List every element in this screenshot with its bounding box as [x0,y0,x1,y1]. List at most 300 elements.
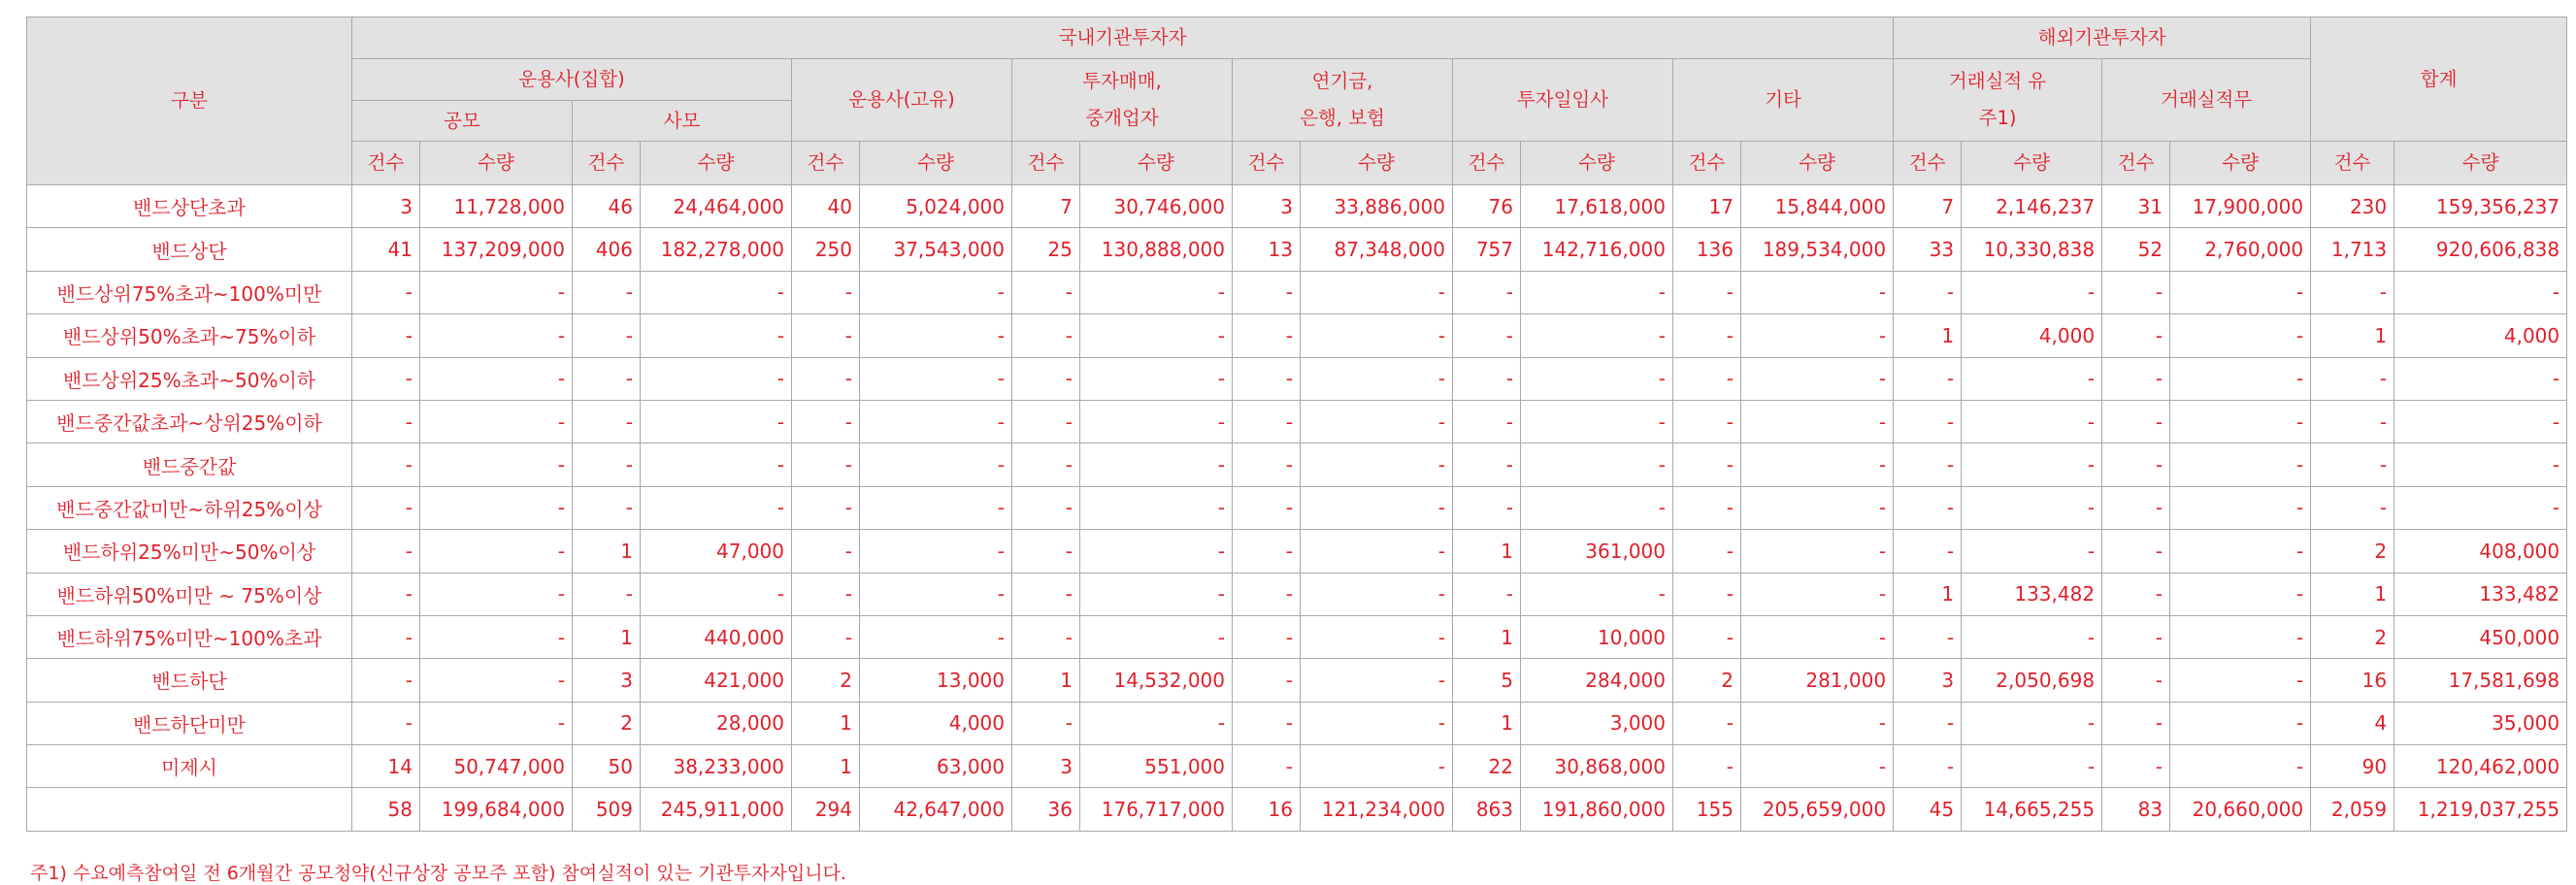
quantity-cell: - [1741,400,1894,442]
count-cell: - [573,573,641,615]
quantity-cell: 47,000 [641,530,792,573]
quantity-header: 수량 [1962,142,2102,185]
quantity-cell: - [641,400,792,442]
count-cell: - [1233,530,1301,573]
quantity-cell: - [1301,615,1453,658]
quantity-cell: 14,665,255 [1962,788,2102,831]
quantity-cell: 205,659,000 [1741,788,1894,831]
count-cell: - [573,400,641,442]
quantity-cell: - [2170,702,2311,744]
quantity-cell: - [1080,573,1233,615]
quantity-cell: - [1301,400,1453,442]
quantity-cell: - [1301,271,1453,313]
quantity-cell: 4,000 [2394,314,2567,357]
quantity-cell: 130,888,000 [1080,228,1233,271]
with-history-header: 거래실적 유 주1) [1894,59,2102,142]
quantity-cell: - [1962,486,2102,529]
count-cell: 41 [352,228,420,271]
count-cell: - [2102,314,2170,357]
quantity-cell: - [860,573,1012,615]
count-cell: 16 [2311,659,2394,702]
asset-mgmt-group-header: 운용사(집합) [352,59,792,101]
quantity-cell: - [641,314,792,357]
count-cell: 7 [1012,185,1080,228]
table-row [27,443,2567,486]
quantity-cell: 37,543,000 [860,228,1012,271]
quantity-cell: - [1301,659,1453,702]
count-cell: - [792,573,860,615]
count-cell: - [352,615,420,658]
count-cell: - [792,400,860,442]
quantity-cell: - [2170,486,2311,529]
footnote: 주1) 수요예측참여일 전 6개월간 공모청약(신규상장 공모주 포함) 참여실적이 있는 기관투자자입니다. [30,863,846,884]
count-quantity-header-row [27,142,2567,185]
quantity-cell: - [420,486,573,529]
table-row [27,185,2567,228]
count-cell: 46 [573,185,641,228]
row-label: 밴드하위75%미만~100%초과 [27,615,352,658]
count-cell: - [1894,400,1962,442]
quantity-cell: 28,000 [641,702,792,744]
count-cell: 36 [1012,788,1080,831]
domestic-investors-header: 국내기관투자자 [352,17,1894,59]
quantity-cell: - [1962,745,2102,788]
count-cell: - [2102,615,2170,658]
quantity-cell: 10,000 [1521,615,1673,658]
quantity-header: 수량 [1080,142,1233,185]
table-body [27,185,2567,832]
count-cell: - [1673,530,1741,573]
quantity-cell: - [860,314,1012,357]
quantity-cell: - [2170,400,2311,442]
quantity-cell: - [1080,400,1233,442]
count-cell: - [2311,443,2394,486]
count-cell: 2 [2311,530,2394,573]
count-cell: 2 [573,702,641,744]
quantity-cell: - [420,530,573,573]
table-row [27,228,2567,271]
quantity-cell: - [1080,443,1233,486]
quantity-cell: - [1962,615,2102,658]
quantity-cell: 15,844,000 [1741,185,1894,228]
count-header: 건수 [1012,142,1080,185]
count-cell: 1 [792,745,860,788]
count-cell: 1 [573,615,641,658]
quantity-cell: - [420,702,573,744]
count-cell: 17 [1673,185,1741,228]
quantity-cell: 421,000 [641,659,792,702]
count-cell: - [1453,573,1521,615]
quantity-cell: - [1962,357,2102,400]
count-cell: - [1233,573,1301,615]
count-cell: 2 [1673,659,1741,702]
quantity-cell: 35,000 [2394,702,2567,744]
quantity-cell: - [641,271,792,313]
table-row [27,400,2567,442]
quantity-cell: 245,911,000 [641,788,792,831]
count-cell: 40 [792,185,860,228]
quantity-cell: 284,000 [1521,659,1673,702]
quantity-cell: 24,464,000 [641,185,792,228]
count-cell: 3 [1233,185,1301,228]
count-cell: - [1673,357,1741,400]
quantity-header: 수량 [1301,142,1453,185]
count-cell: 3 [1012,745,1080,788]
quantity-cell: 4,000 [1962,314,2102,357]
quantity-cell: 199,684,000 [420,788,573,831]
quantity-cell: - [1301,573,1453,615]
count-cell: - [792,615,860,658]
quantity-cell: 182,278,000 [641,228,792,271]
quantity-cell: - [1741,486,1894,529]
row-label: 밴드하단 [27,659,352,702]
count-cell: - [2102,573,2170,615]
count-cell: - [1453,271,1521,313]
quantity-header: 수량 [860,142,1012,185]
count-cell: 863 [1453,788,1521,831]
table-row [27,702,2567,744]
quantity-cell: - [2170,573,2311,615]
count-cell: - [352,659,420,702]
quantity-cell: - [860,443,1012,486]
count-cell: - [573,443,641,486]
count-cell: - [573,271,641,313]
quantity-cell: 133,482 [2394,573,2567,615]
count-cell: 1 [2311,314,2394,357]
row-label: 밴드중간값미만~하위25%이상 [27,486,352,529]
count-cell: - [2102,443,2170,486]
quantity-cell: - [641,357,792,400]
count-cell: 1 [573,530,641,573]
count-cell: - [1673,702,1741,744]
count-cell: 22 [1453,745,1521,788]
count-cell: 45 [1894,788,1962,831]
discretionary-header: 투자일임사 [1453,59,1673,142]
quantity-cell: - [2170,271,2311,313]
quantity-cell: - [1301,702,1453,744]
count-cell: - [352,271,420,313]
quantity-cell: 30,746,000 [1080,185,1233,228]
quantity-cell: - [2170,615,2311,658]
count-cell: - [792,357,860,400]
table-row [27,659,2567,702]
quantity-cell: - [1741,357,1894,400]
quantity-cell: - [1962,443,2102,486]
count-cell: - [1012,573,1080,615]
quantity-cell: - [1741,573,1894,615]
quantity-cell: 2,050,698 [1962,659,2102,702]
quantity-cell: 87,348,000 [1301,228,1453,271]
count-cell: 136 [1673,228,1741,271]
count-cell: 1 [1453,615,1521,658]
count-cell: - [352,400,420,442]
count-cell: - [1673,615,1741,658]
quantity-cell: 440,000 [641,615,792,658]
count-header: 건수 [573,142,641,185]
count-cell: 1 [1453,702,1521,744]
quantity-cell: - [420,615,573,658]
quantity-cell: 17,900,000 [2170,185,2311,228]
count-cell: - [1012,443,1080,486]
quantity-cell: - [860,486,1012,529]
count-cell: 52 [2102,228,2170,271]
quantity-cell: - [2394,357,2567,400]
count-cell: 1 [792,702,860,744]
count-cell: - [1673,443,1741,486]
quantity-cell: 14,532,000 [1080,659,1233,702]
count-cell: - [1453,486,1521,529]
quantity-cell: 281,000 [1741,659,1894,702]
quantity-cell: - [2170,357,2311,400]
count-cell: 16 [1233,788,1301,831]
row-label: 밴드상위75%초과~100%미만 [27,271,352,313]
quantity-cell: - [641,573,792,615]
count-header: 건수 [1894,142,1962,185]
quantity-header: 수량 [2394,142,2567,185]
count-cell: 1 [1012,659,1080,702]
quantity-cell: 408,000 [2394,530,2567,573]
count-cell: - [1894,615,1962,658]
count-cell: 1 [2311,573,2394,615]
table-row [27,357,2567,400]
row-label: 밴드상위50%초과~75%이하 [27,314,352,357]
quantity-header: 수량 [1521,142,1673,185]
quantity-cell: - [1301,314,1453,357]
count-cell: 230 [2311,185,2394,228]
table-row [27,486,2567,529]
table-row [27,788,2567,831]
quantity-cell: - [420,400,573,442]
table-row [27,745,2567,788]
count-cell: - [792,443,860,486]
count-cell: - [1233,486,1301,529]
count-cell: 33 [1894,228,1962,271]
count-cell: - [792,530,860,573]
count-cell: - [1453,400,1521,442]
quantity-cell: - [1962,702,2102,744]
count-cell: - [1012,400,1080,442]
count-cell: 3 [573,659,641,702]
count-header: 건수 [1453,142,1521,185]
count-cell: 25 [1012,228,1080,271]
count-cell: 90 [2311,745,2394,788]
count-cell: 83 [2102,788,2170,831]
count-cell: - [2311,271,2394,313]
count-header: 건수 [2102,142,2170,185]
count-cell: - [1012,357,1080,400]
quantity-cell: - [2394,486,2567,529]
count-cell: - [352,443,420,486]
quantity-cell: 30,868,000 [1521,745,1673,788]
count-cell: - [1453,314,1521,357]
row-label: 밴드상단 [27,228,352,271]
count-cell: - [352,357,420,400]
count-cell: 14 [352,745,420,788]
count-cell: - [352,573,420,615]
quantity-cell: - [1080,357,1233,400]
count-cell: - [352,486,420,529]
quantity-cell: 159,356,237 [2394,185,2567,228]
quantity-cell: - [1741,745,1894,788]
count-cell: - [2102,659,2170,702]
count-cell: 4 [2311,702,2394,744]
quantity-cell: - [860,530,1012,573]
row-label: 밴드하단미만 [27,702,352,744]
count-cell: 58 [352,788,420,831]
count-cell: - [1233,659,1301,702]
count-cell: - [1673,573,1741,615]
count-cell: 7 [1894,185,1962,228]
count-cell: 76 [1453,185,1521,228]
count-cell: 1 [1453,530,1521,573]
quantity-cell: - [1962,271,2102,313]
quantity-cell: - [860,615,1012,658]
row-label [27,788,352,831]
demand-forecast-table [26,16,2567,832]
quantity-cell: - [420,314,573,357]
quantity-cell: - [641,443,792,486]
quantity-cell: - [860,271,1012,313]
quantity-cell: - [1301,530,1453,573]
quantity-cell: - [1080,702,1233,744]
row-label: 밴드상위25%초과~50%이하 [27,357,352,400]
count-cell: - [1453,357,1521,400]
quantity-cell: - [1521,357,1673,400]
brokers-header: 투자매매, 중개업자 [1012,59,1233,142]
count-cell: 509 [573,788,641,831]
quantity-cell: 38,233,000 [641,745,792,788]
quantity-cell: 450,000 [2394,615,2567,658]
count-cell: - [1453,443,1521,486]
count-cell: - [1233,443,1301,486]
count-cell: 757 [1453,228,1521,271]
total-header: 합계 [2311,17,2567,142]
foreign-investors-header: 해외기관투자자 [1894,17,2311,59]
quantity-cell: - [420,573,573,615]
quantity-cell: - [2394,271,2567,313]
count-cell: - [573,357,641,400]
count-cell: - [2102,702,2170,744]
quantity-cell: - [420,443,573,486]
quantity-cell: - [1080,615,1233,658]
count-cell: - [1012,271,1080,313]
category-header: 구분 [27,17,352,185]
count-cell: - [1673,271,1741,313]
count-cell: - [2102,486,2170,529]
count-cell: 250 [792,228,860,271]
count-header: 건수 [1233,142,1301,185]
quantity-header: 수량 [641,142,792,185]
count-cell: - [1673,486,1741,529]
count-cell: 1,713 [2311,228,2394,271]
quantity-cell: - [2170,530,2311,573]
count-cell: - [2311,400,2394,442]
quantity-cell: 176,717,000 [1080,788,1233,831]
count-cell: - [1673,314,1741,357]
count-cell: - [1012,314,1080,357]
table-row [27,573,2567,615]
quantity-cell: - [1741,530,1894,573]
quantity-cell: - [1301,357,1453,400]
quantity-cell: 189,534,000 [1741,228,1894,271]
count-cell: - [1233,745,1301,788]
quantity-cell: - [1741,314,1894,357]
count-cell: - [352,314,420,357]
quantity-cell: - [2170,745,2311,788]
quantity-cell: - [2170,659,2311,702]
count-cell: 406 [573,228,641,271]
table-row [27,530,2567,573]
count-cell: 3 [352,185,420,228]
quantity-cell: 191,860,000 [1521,788,1673,831]
count-cell: - [792,486,860,529]
quantity-header: 수량 [2170,142,2311,185]
quantity-cell: 11,728,000 [420,185,573,228]
count-cell: - [1673,745,1741,788]
quantity-cell: - [1301,443,1453,486]
count-cell: - [2311,486,2394,529]
quantity-cell: - [2394,400,2567,442]
count-cell: - [1894,486,1962,529]
quantity-cell: 551,000 [1080,745,1233,788]
row-label: 밴드하위50%미만 ~ 75%이상 [27,573,352,615]
table-row [27,615,2567,658]
quantity-header: 수량 [1741,142,1894,185]
quantity-cell: 1,219,037,255 [2394,788,2567,831]
quantity-header: 수량 [420,142,573,185]
count-cell: - [1012,486,1080,529]
quantity-cell: - [1080,314,1233,357]
count-cell: 155 [1673,788,1741,831]
count-cell: - [1673,400,1741,442]
count-cell: - [2102,271,2170,313]
quantity-cell: - [641,486,792,529]
quantity-cell: - [1741,615,1894,658]
quantity-cell: - [1521,271,1673,313]
count-cell: 2 [2311,615,2394,658]
quantity-cell: - [1521,443,1673,486]
quantity-cell: 133,482 [1962,573,2102,615]
count-cell: - [1894,745,1962,788]
other-header: 기타 [1673,59,1894,142]
count-cell: - [1894,702,1962,744]
quantity-cell: - [1962,530,2102,573]
count-cell: 1 [1894,314,1962,357]
quantity-cell: 3,000 [1521,702,1673,744]
quantity-cell: 13,000 [860,659,1012,702]
quantity-cell: - [1741,702,1894,744]
count-cell: 5 [1453,659,1521,702]
count-cell: - [1233,271,1301,313]
count-cell: - [2102,357,2170,400]
count-header: 건수 [352,142,420,185]
table-row [27,271,2567,313]
table-row [27,314,2567,357]
count-cell: - [2102,745,2170,788]
count-cell: - [1233,357,1301,400]
quantity-cell: - [1080,530,1233,573]
quantity-cell: - [2394,443,2567,486]
quantity-cell: 2,146,237 [1962,185,2102,228]
quantity-cell: 142,716,000 [1521,228,1673,271]
count-cell: - [2102,530,2170,573]
count-cell: 2 [792,659,860,702]
count-header: 건수 [1673,142,1741,185]
quantity-cell: - [420,357,573,400]
quantity-cell: - [1521,400,1673,442]
count-cell: - [352,702,420,744]
quantity-cell: - [1741,443,1894,486]
